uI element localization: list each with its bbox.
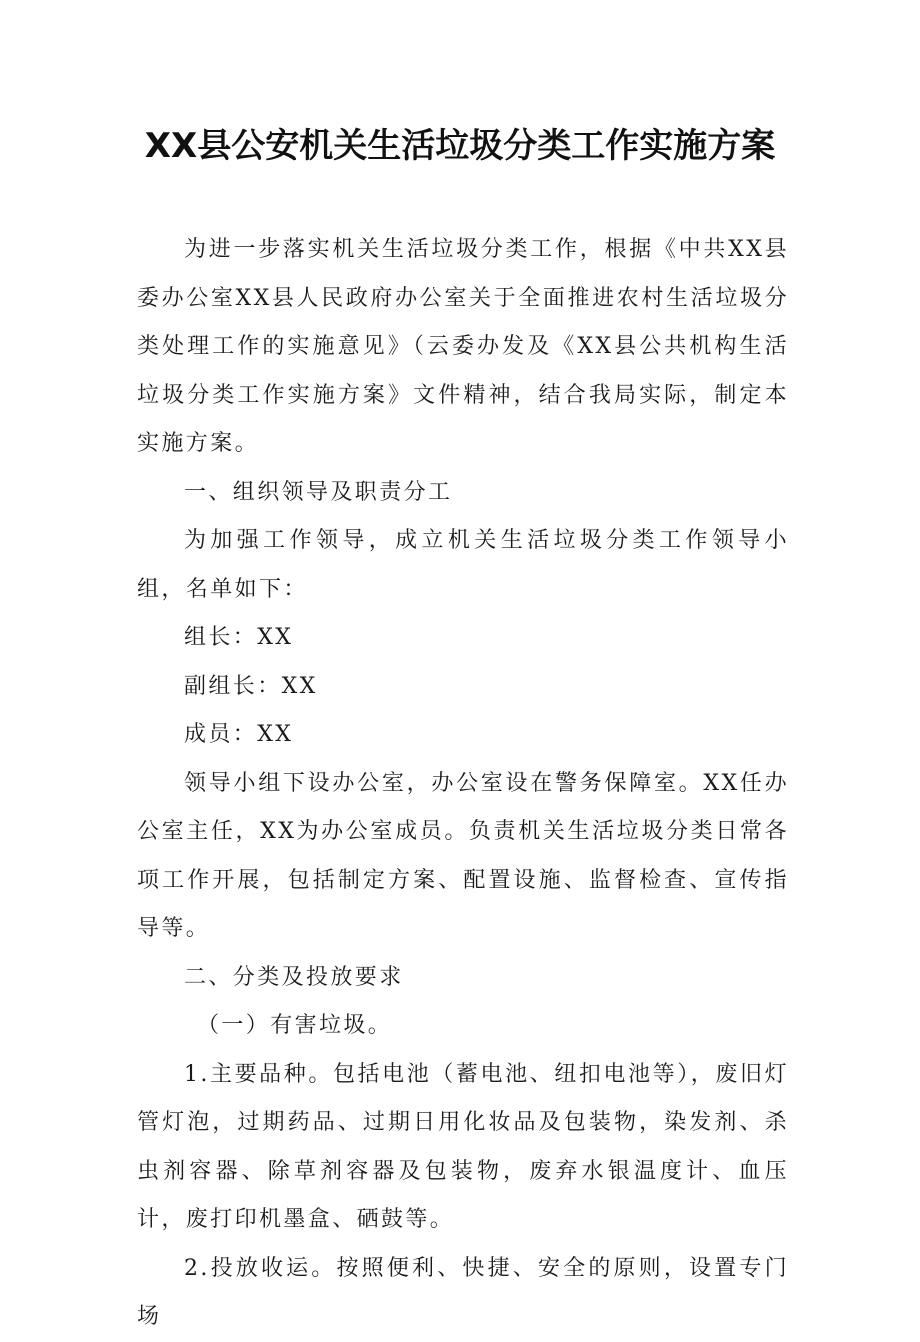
section-heading-classification: 二、分类及投放要求 xyxy=(184,964,404,990)
leadership-group-paragraph: 为加强工作领导，成立机关生活垃圾分类工作领导小组，名单如下： xyxy=(137,528,789,602)
office-paragraph: 领导小组下设办公室，办公室设在警务保障室。XX任办公室主任，XX为办公室成员。负责机关生活垃圾分类日常各项工作开展，包括制定方案、配置设施、监督检查、宣传指导等。 xyxy=(137,770,789,941)
group-leader-line: 组长：XX xyxy=(184,625,294,650)
item-main-types: 1.主要品种。包括电池（蓄电池、纽扣电池等），废旧灯管灯泡，过期药品、过期日用化妆品及包装物，染发剂、杀虫剂容器、除草剂容器及包装物，废弃水银温度计、血压计，废打印机墨盒、硒鼓等。 xyxy=(137,1061,789,1232)
item-disposal-collection: 2.投放收运。按照便利、快捷、安全的原则，设置专门场 xyxy=(137,1255,789,1329)
document-title: XX县公安机关生活垃圾分类工作实施方案 xyxy=(144,126,776,166)
document-body xyxy=(137,226,789,1342)
subsection-heading-hazardous: （一）有害垃圾。 xyxy=(197,1013,393,1038)
deputy-leader-line: 副组长：XX xyxy=(184,673,318,699)
members-line: 成员：XX xyxy=(184,722,294,747)
section-heading-organization: 一、组织领导及职责分工 xyxy=(184,479,453,505)
intro-paragraph: 为进一步落实机关生活垃圾分类工作，根据《中共XX县委办公室XX县人民政府办公室关于全面推进农村生活垃圾分类处理工作的实施意见》（云委办发及《XX县公共机构生活垃圾分类工作实施方案》文件精神，结合我局实际，制定本实施方案。 xyxy=(137,237,789,456)
